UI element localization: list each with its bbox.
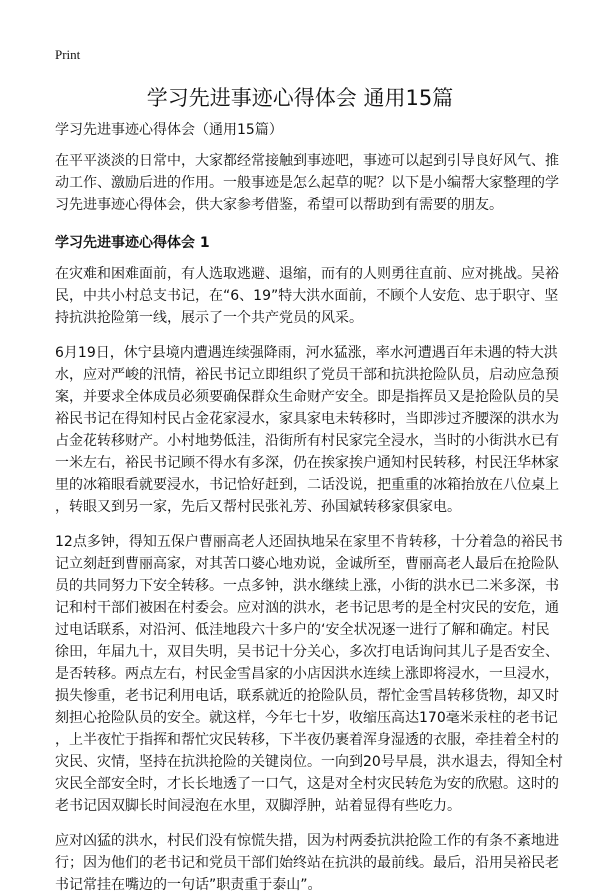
text-line: 灾民、灾情，坚持在抗洪抢险的关键岗位。一向到20号早晨，洪水退去，得知全村 [55,754,563,770]
body-paragraph [55,531,563,817]
text-line: 裕民书记在得知村民占金花家浸水，家具家电未转移时，当即涉过齐腰深的洪水为 [55,411,559,427]
text-line: 在平平淡淡的日常中，大家都经常接触到事迹吧，事迹可以起到引导良好风气、推 [55,153,559,169]
text-line: 案，并要求全体成员必须要确保群众生命财产安全。即是指挥员又是抢险队员的吴 [55,389,559,405]
text-line: 民，中共小村总支书记，在“6、19”特大洪水面前，不顾个人安危、忠于职守、坚 [55,288,559,304]
text-line: 刻担心抢险队员的安全。就这样，今年七十岁，收缩压高达170毫米汞柱的老书记 [55,710,558,726]
body-paragraph [55,830,559,896]
text-line: 里的冰箱眼看就要浸水，书记恰好赶到，二话没说，把重重的冰箱抬放在八位桌上 [55,477,559,493]
text-line: 在灾难和困难面前，有人选取逃避、退缩，而有的人则勇往直前、应对挑战。吴裕 [55,266,559,282]
text-line: 灾民全部安全时，才长长地透了一口气，这是对全村灾民转危为安的欣慰。这时的 [55,776,559,792]
text-line: 6月19日，休宁县境内遭遇连续强降雨，河水猛涨，率水河遭遇百年未遇的特大洪 [55,345,558,361]
text-line: 员的共同努力下安全转移。一点多钟，洪水继续上涨，小街的洪水已二米多深，书 [55,578,559,594]
text-line: 应对凶猛的洪水，村民们没有惊慌失措，因为村两委抗洪抢险工作的有条不紊地进 [55,833,559,849]
text-line: 习先进事迹心得体会，供大家参考借鉴，希望可以帮助到有需要的朋友。 [55,197,503,213]
text-line: 动工作、激励后进的作用。一般事迹是怎么起草的呢？以下是小编帮大家整理的学 [55,175,559,191]
text-line: 过电话联系，对沿河、低洼地段六十多户的‘安全状况逐一进行了解和确定。村民 [55,622,550,638]
document-subtitle: 学习先进事迹心得体会（通用15篇） [55,122,283,138]
print-link[interactable]: Print [55,47,81,62]
text-line: ，上半夜忙于指挥和帮忙灾民转移，下半夜仍裹着浑身湿透的衣服，牵挂着全村的 [55,732,559,748]
text-line: 徐田，年届九十，双目失明，吴书记十分关心，多次打电话询问其儿子是否安全、 [55,644,559,660]
text-line: 损失惨重，老书记利用电话，联系就近的抢险队员，帮忙金雪昌转移货物，却又时 [55,688,559,704]
text-line: 行；因为他们的老书记和党员干部们始终站在抗洪的最前线。最后，沿用吴裕民老 [55,855,559,871]
text-line: 占金花转移财产。小村地势低洼，沿街所有村民家完全浸水，当时的小街洪水已有 [55,433,559,449]
page-title: 学习先进事迹心得体会 通用15篇 [146,86,454,110]
text-line: 持抗洪抢险第一线，展示了一个共产党员的风采。 [55,310,363,326]
text-line: 记和村干部们被困在村委会。应对汹的洪水，老书记思考的是全村灾民的安危，通 [55,600,559,616]
text-line: ，转眼又到另一家，先后又帮村民张礼芳、孙国斌转移家俱家电。 [55,499,461,515]
text-line: 一米左右，裕民书记顾不得水有多深，仍在挨家挨户通知村民转移，村民汪华林家 [55,455,559,471]
text-line: 是否转移。两点左右，村民金雪昌家的小店因洪水连续上涨即将浸水，一旦浸水， [55,666,559,682]
text-line: 老书记因双脚长时间浸泡在水里，双脚浮肿，站着显得有些吃力。 [55,798,461,814]
text-line: 记立刻赶到曹丽高家，对其苦口婆心地劝说，金诚所至，曹丽高老人最后在抢险队 [55,556,559,572]
text-line: 水，应对严峻的汛情，裕民书记立即组织了党员干部和抗洪抢险队员，启动应急预 [55,367,559,383]
body-paragraph [55,342,559,518]
body-paragraph [55,263,559,329]
section-heading: 学习先进事迹心得体会 1 [55,235,210,251]
text-line: 12点多钟，得知五保户曹丽高老人还固执地呆在家里不肯转移，十分着急的裕民书 [55,534,563,550]
text-line: 书记常挂在嘴边的一句话”职责重于泰山”。 [55,877,322,893]
intro-paragraph [55,150,559,216]
